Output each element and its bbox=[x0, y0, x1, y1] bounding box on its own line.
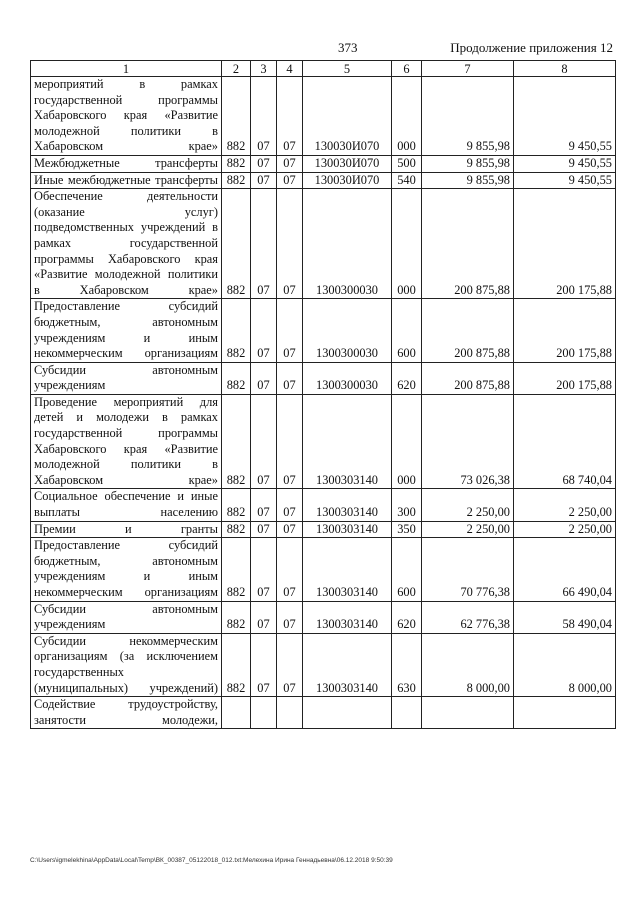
row-value-cell: 600 bbox=[392, 299, 422, 362]
row-value-cell: 9 450,55 bbox=[514, 77, 616, 156]
row-value-cell: 07 bbox=[277, 489, 303, 521]
page-number: 373 bbox=[338, 40, 358, 55]
row-value-cell: 07 bbox=[277, 155, 303, 172]
row-value-cell: 07 bbox=[251, 633, 277, 696]
row-value-cell: 07 bbox=[251, 155, 277, 172]
column-header: 5 bbox=[303, 61, 392, 77]
row-value-cell: 07 bbox=[251, 77, 277, 156]
row-value-cell: 07 bbox=[277, 172, 303, 189]
row-name-cell: Предоставление субсидий бюджетным, автономным учреждениям и иным некоммерческим организациям bbox=[31, 538, 222, 601]
row-name-cell: Социальное обеспечение и иные выплаты населению bbox=[31, 489, 222, 521]
row-value-cell: 130030И070 bbox=[303, 77, 392, 156]
column-header: 2 bbox=[222, 61, 251, 77]
row-value-cell: 882 bbox=[222, 172, 251, 189]
table-row bbox=[31, 601, 616, 633]
row-value-cell: 300 bbox=[392, 489, 422, 521]
row-value-cell: 882 bbox=[222, 538, 251, 601]
row-value-cell: 70 776,38 bbox=[422, 538, 514, 601]
table-row bbox=[31, 299, 616, 362]
row-name-cell: Субсидии автономным учреждениям bbox=[31, 362, 222, 394]
row-value-cell: 07 bbox=[277, 362, 303, 394]
row-name-cell: Межбюджетные трансферты bbox=[31, 155, 222, 172]
row-value-cell: 8 000,00 bbox=[422, 633, 514, 696]
table-row bbox=[31, 538, 616, 601]
row-name-cell: Проведение мероприятий для детей и молодежи в рамках государственной программы Хабаровского края «Развитие молодежной политики в Хабаровском крае» bbox=[31, 394, 222, 489]
row-value-cell: 58 490,04 bbox=[514, 601, 616, 633]
appendix-continuation-note: Продолжение приложения 12 bbox=[450, 40, 613, 55]
row-value-cell: 07 bbox=[251, 521, 277, 538]
column-header: 7 bbox=[422, 61, 514, 77]
row-value-cell: 1300303140 bbox=[303, 538, 392, 601]
row-value-cell: 68 740,04 bbox=[514, 394, 616, 489]
table-row bbox=[31, 633, 616, 696]
row-value-cell: 07 bbox=[277, 299, 303, 362]
column-header: 3 bbox=[251, 61, 277, 77]
row-value-cell: 200 175,88 bbox=[514, 189, 616, 299]
row-value-cell: 2 250,00 bbox=[514, 521, 616, 538]
row-name-cell: Субсидии некоммерческим организациям (за исключением государственных (муниципальных) учреждений) bbox=[31, 633, 222, 696]
row-value-cell: 73 026,38 bbox=[422, 394, 514, 489]
row-value-cell: 8 000,00 bbox=[514, 633, 616, 696]
row-value-cell bbox=[222, 697, 251, 729]
row-value-cell: 1300300030 bbox=[303, 299, 392, 362]
table-row bbox=[31, 189, 616, 299]
row-value-cell: 200 175,88 bbox=[514, 362, 616, 394]
row-value-cell: 07 bbox=[277, 601, 303, 633]
table-row bbox=[31, 521, 616, 538]
row-value-cell: 882 bbox=[222, 362, 251, 394]
row-value-cell: 66 490,04 bbox=[514, 538, 616, 601]
row-value-cell: 1300303140 bbox=[303, 633, 392, 696]
row-value-cell: 07 bbox=[251, 189, 277, 299]
row-value-cell: 1300300030 bbox=[303, 189, 392, 299]
row-value-cell: 9 450,55 bbox=[514, 172, 616, 189]
row-value-cell: 000 bbox=[392, 77, 422, 156]
row-value-cell: 2 250,00 bbox=[514, 489, 616, 521]
row-value-cell: 350 bbox=[392, 521, 422, 538]
row-value-cell: 200 875,88 bbox=[422, 189, 514, 299]
row-value-cell: 882 bbox=[222, 601, 251, 633]
row-value-cell: 9 855,98 bbox=[422, 155, 514, 172]
row-value-cell: 000 bbox=[392, 394, 422, 489]
row-value-cell: 200 175,88 bbox=[514, 299, 616, 362]
row-name-cell: Обеспечение деятельности (оказание услуг) подведомственных учреждений в рамках государственной программы Хабаровского края «Развитие молодежной политики в Хабаровском крае» bbox=[31, 189, 222, 299]
row-value-cell: 200 875,88 bbox=[422, 362, 514, 394]
row-value-cell: 500 bbox=[392, 155, 422, 172]
row-value-cell: 07 bbox=[277, 189, 303, 299]
file-path-footer: C:\Users\igmelekhina\AppData\Local\Temp\ВК_00387_05122018_012.txt:Мелехина Ирина Геннадьевна\06.12.2018 9:50:39 bbox=[30, 857, 393, 864]
row-value-cell bbox=[277, 697, 303, 729]
table-row bbox=[31, 394, 616, 489]
row-value-cell: 07 bbox=[251, 538, 277, 601]
row-value-cell: 130030И070 bbox=[303, 172, 392, 189]
row-value-cell: 1300303140 bbox=[303, 521, 392, 538]
row-value-cell: 1300303140 bbox=[303, 489, 392, 521]
table-row bbox=[31, 697, 616, 729]
table-row bbox=[31, 172, 616, 189]
row-value-cell: 07 bbox=[277, 521, 303, 538]
row-value-cell: 07 bbox=[251, 489, 277, 521]
row-value-cell: 07 bbox=[277, 394, 303, 489]
row-value-cell: 620 bbox=[392, 362, 422, 394]
row-value-cell: 07 bbox=[277, 77, 303, 156]
table-row bbox=[31, 362, 616, 394]
row-value-cell: 07 bbox=[251, 362, 277, 394]
row-name-cell: Содействие трудоустройству, занятости молодежи, bbox=[31, 697, 222, 729]
row-value-cell: 882 bbox=[222, 299, 251, 362]
row-value-cell: 882 bbox=[222, 489, 251, 521]
table-row bbox=[31, 77, 616, 156]
column-header: 1 bbox=[31, 61, 222, 77]
row-value-cell: 620 bbox=[392, 601, 422, 633]
row-value-cell: 1300303140 bbox=[303, 601, 392, 633]
row-value-cell: 882 bbox=[222, 521, 251, 538]
budget-table bbox=[30, 60, 616, 729]
row-value-cell: 07 bbox=[251, 299, 277, 362]
column-header: 6 bbox=[392, 61, 422, 77]
row-name-cell: Предоставление субсидий бюджетным, автономным учреждениям и иным некоммерческим организациям bbox=[31, 299, 222, 362]
row-value-cell: 9 450,55 bbox=[514, 155, 616, 172]
row-value-cell: 882 bbox=[222, 394, 251, 489]
row-value-cell: 2 250,00 bbox=[422, 489, 514, 521]
row-value-cell: 2 250,00 bbox=[422, 521, 514, 538]
row-name-cell: Субсидии автономным учреждениям bbox=[31, 601, 222, 633]
row-value-cell: 130030И070 bbox=[303, 155, 392, 172]
row-value-cell: 882 bbox=[222, 155, 251, 172]
row-value-cell: 9 855,98 bbox=[422, 77, 514, 156]
row-value-cell: 882 bbox=[222, 189, 251, 299]
row-value-cell: 07 bbox=[251, 601, 277, 633]
row-value-cell bbox=[422, 697, 514, 729]
row-value-cell: 540 bbox=[392, 172, 422, 189]
row-value-cell: 1300300030 bbox=[303, 362, 392, 394]
row-value-cell bbox=[303, 697, 392, 729]
row-name-cell: Премии и гранты bbox=[31, 521, 222, 538]
column-number-row bbox=[31, 61, 616, 77]
row-value-cell bbox=[392, 697, 422, 729]
row-value-cell: 882 bbox=[222, 633, 251, 696]
row-value-cell: 882 bbox=[222, 77, 251, 156]
column-header: 8 bbox=[514, 61, 616, 77]
row-value-cell bbox=[251, 697, 277, 729]
row-value-cell: 07 bbox=[251, 172, 277, 189]
row-value-cell: 000 bbox=[392, 189, 422, 299]
table-row bbox=[31, 489, 616, 521]
row-value-cell: 200 875,88 bbox=[422, 299, 514, 362]
row-value-cell: 07 bbox=[277, 538, 303, 601]
row-name-cell: мероприятий в рамках государственной программы Хабаровского края «Развитие молодежной политики в Хабаровском крае» bbox=[31, 77, 222, 156]
row-value-cell: 600 bbox=[392, 538, 422, 601]
row-value-cell bbox=[514, 697, 616, 729]
table-body bbox=[31, 77, 616, 729]
row-value-cell: 62 776,38 bbox=[422, 601, 514, 633]
row-value-cell: 1300303140 bbox=[303, 394, 392, 489]
row-value-cell: 07 bbox=[277, 633, 303, 696]
table-row bbox=[31, 155, 616, 172]
row-name-cell: Иные межбюджетные трансферты bbox=[31, 172, 222, 189]
column-header: 4 bbox=[277, 61, 303, 77]
row-value-cell: 630 bbox=[392, 633, 422, 696]
row-value-cell: 07 bbox=[251, 394, 277, 489]
row-value-cell: 9 855,98 bbox=[422, 172, 514, 189]
